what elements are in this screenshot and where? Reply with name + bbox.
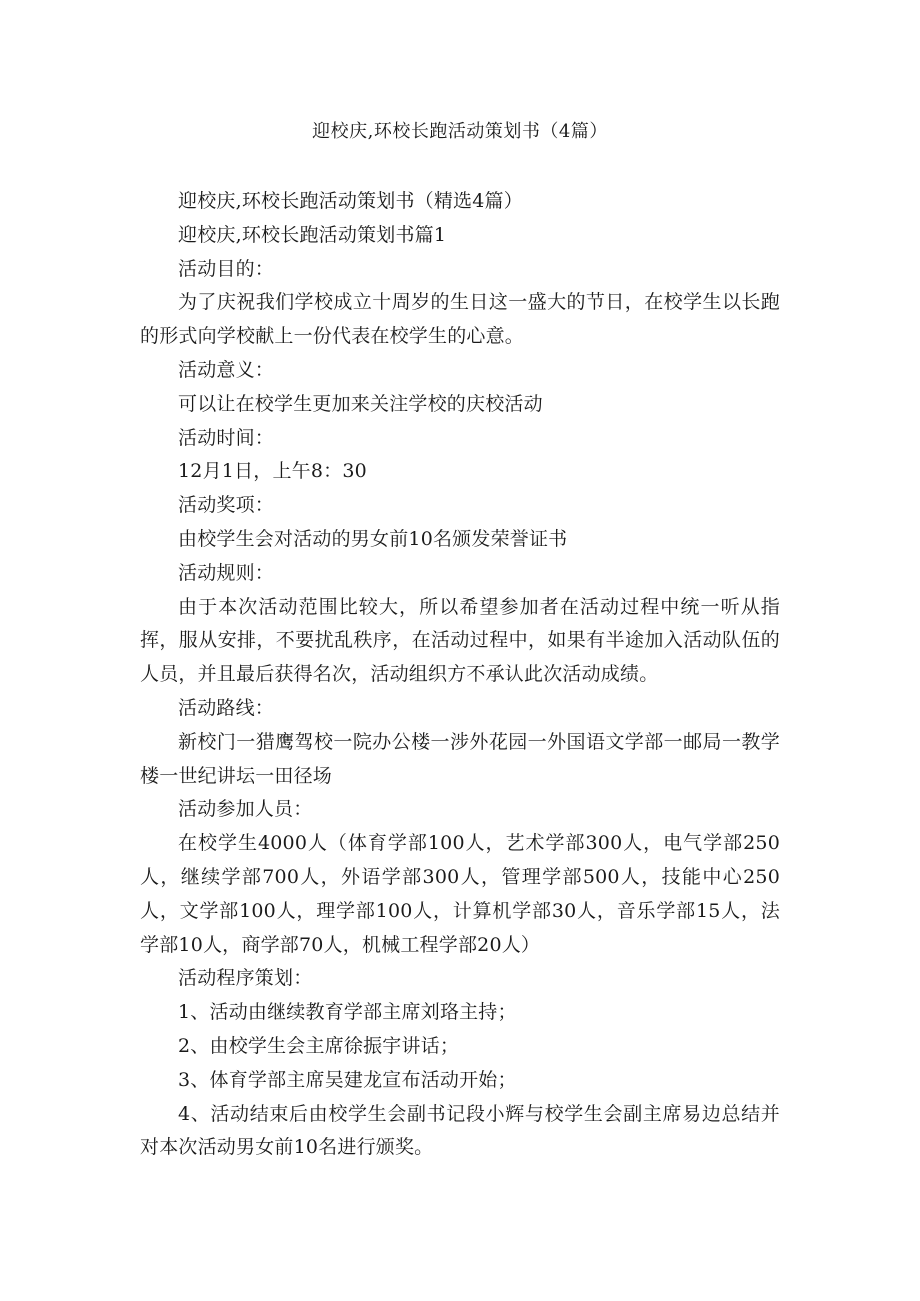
- subtitle: 迎校庆,环校长跑活动策划书（精选4篇）: [178, 190, 523, 212]
- label-route: 活动路线：: [178, 696, 275, 719]
- program-step-1: 1、活动由继续教育学部主席刘珞主持；: [178, 1001, 517, 1024]
- label-awards: 活动奖项：: [178, 494, 275, 517]
- document-body: [140, 185, 780, 1165]
- label-rules: 活动规则：: [178, 561, 275, 584]
- label-participants: 活动参加人员：: [178, 798, 313, 821]
- label-significance: 活动意义：: [178, 358, 275, 381]
- text-rules: 由于本次活动范围比较大，所以希望参加者在活动过程中统一听从指挥，服从安排，不要扰乱秩序，在活动过程中，如果有半途加入活动队伍的人员，并且最后获得名次，活动组织方不承认此次活动成绩。: [140, 595, 780, 686]
- text-time: 12月1日，上午8：30: [178, 460, 367, 483]
- text-participants: 在校学生4000人（体育学部100人，艺术学部300人，电气学部250人，继续学部700人，外语学部300人，管理学部500人，技能中心250人，文学部100人，理学部100人，计算机学部30人，音乐学部15人，法学部10人，商学部70人，机械工程学部20人）: [140, 832, 780, 956]
- label-time: 活动时间：: [178, 426, 275, 449]
- document-title: 迎校庆,环校长跑活动策划书（4篇）: [312, 121, 608, 142]
- section-heading: 迎校庆,环校长跑活动策划书篇1: [178, 223, 447, 246]
- label-purpose: 活动目的：: [178, 257, 275, 280]
- text-awards: 由校学生会对活动的男女前10名颁发荣誉证书: [178, 527, 568, 550]
- program-step-3: 3、体育学部主席吴建龙宣布活动开始；: [178, 1068, 517, 1091]
- text-purpose: 为了庆祝我们学校成立十周岁的生日这一盛大的节日，在校学生以长跑的形式向学校献上一份代表在校学生的心意。: [140, 291, 780, 348]
- program-step-4: 4、活动结束后由校学生会副书记段小辉与校学生会副主席易边总结并对本次活动男女前10名进行颁奖。: [140, 1102, 780, 1159]
- text-route: 新校门一猎鹰驾校一院办公楼一涉外花园一外国语文学部一邮局一教学楼一世纪讲坛一田径场: [140, 730, 780, 787]
- label-program: 活动程序策划：: [178, 967, 313, 990]
- program-step-2: 2、由校学生会主席徐振宇讲话；: [178, 1034, 460, 1057]
- text-significance: 可以让在校学生更加来关注学校的庆校活动: [178, 392, 543, 415]
